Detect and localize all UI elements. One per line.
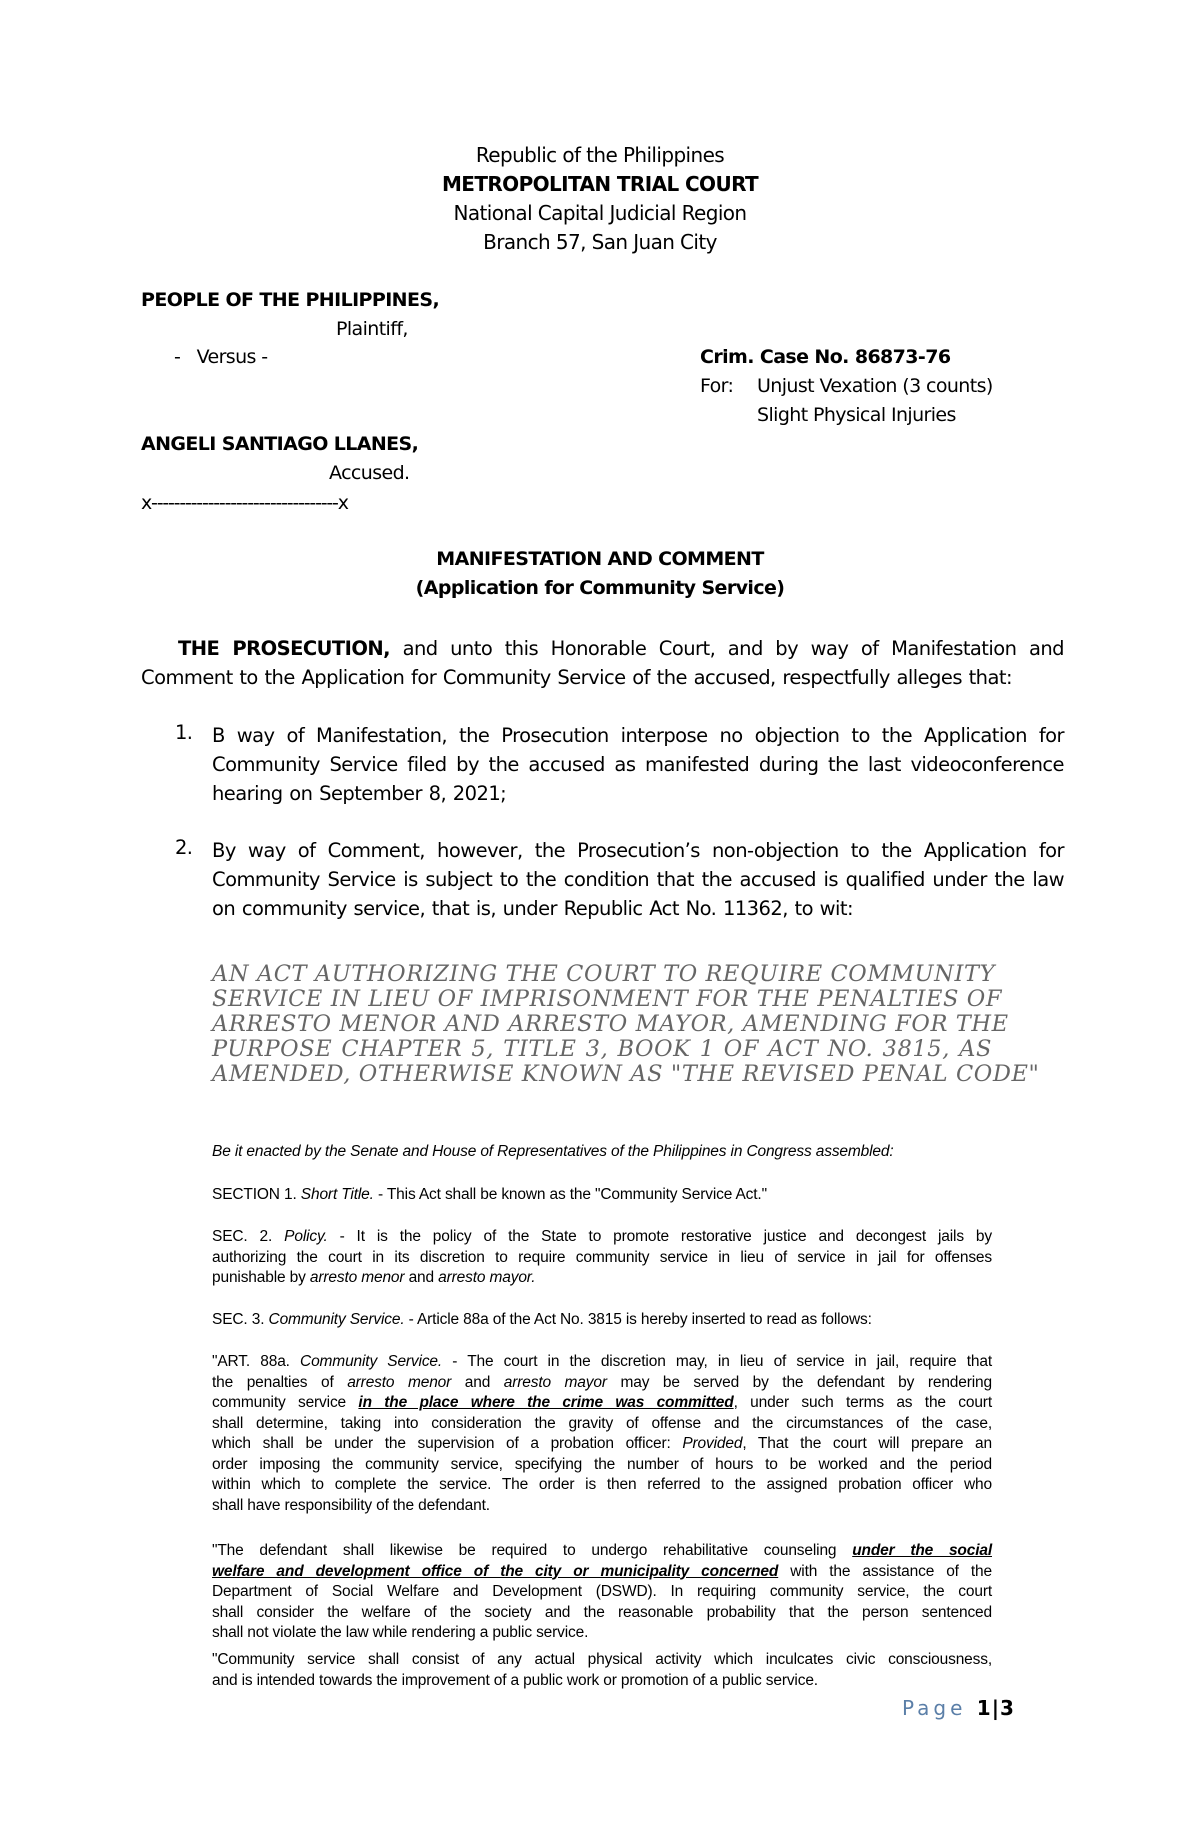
- region-line: National Capital Judicial Region: [453, 201, 747, 225]
- item-2-number: 2.: [175, 836, 193, 859]
- plaintiff-role: Plaintiff,: [336, 318, 408, 340]
- intro-paragraph: [141, 634, 1064, 692]
- for-label: For:: [700, 375, 734, 397]
- emphasis-social-welfare-cont: welfare and development office of the city or municipality concerned: [212, 1562, 779, 1580]
- page-word: Page: [902, 1696, 967, 1720]
- document-subtitle: (Application for Community Service): [415, 577, 785, 599]
- section-2-heading: Policy.: [284, 1228, 328, 1245]
- section-3: SEC. 3. Community Service. - Article 88a of the Act No. 3815 is hereby inserted to read as follows:: [212, 1311, 872, 1328]
- act-title-line: PURPOSE CHAPTER 5, TITLE 3, BOOK 1 OF ACT NO. 3815, AS: [212, 1036, 992, 1062]
- act-title-line: SERVICE IN LIEU OF IMPRISONMENT FOR THE PENALTIES OF: [212, 986, 1003, 1012]
- section-2: SEC. 2. Policy. - It is the policy of the State to promote restorative justice and decongest jails by authorizing the court in its discretion to require community service in lieu of service in jail for offenses punishable by arresto menor and arresto mayor.: [212, 1228, 992, 1286]
- item-1-paragraph: [212, 721, 1064, 808]
- act-title-line: ARRESTO MENOR AND ARRESTO MAYOR, AMENDING FOR THE: [212, 1011, 1009, 1037]
- accused-role: Accused.: [329, 462, 410, 484]
- section-1: SECTION 1. Short Title. - This Act shall be known as the "Community Service Act.": [212, 1186, 767, 1203]
- intro-line-1: [141, 634, 1064, 663]
- plaintiff-name: PEOPLE OF THE PHILIPPINES,: [141, 289, 440, 311]
- intro-line-1-rest: and unto this Honorable Court, and by way of Manifestation and: [402, 637, 1065, 660]
- community-service-definition: "Community service shall consist of any actual physical activity which inculcates civic consciousness, and is intended towards the improvement of a public work or promotion of a public service.: [212, 1651, 992, 1689]
- item-1-line: hearing on September 8, 2021;: [212, 782, 507, 805]
- accused-name: ANGELI SANTIAGO LLANES,: [141, 433, 419, 455]
- item-2-line: By way of Comment, however, the Prosecution’s non-objection to the Application for: [212, 839, 1064, 862]
- act-title-line: AMENDED, OTHERWISE KNOWN AS "THE REVISED PENAL CODE": [212, 1061, 1040, 1087]
- page-separator: |: [991, 1696, 1001, 1720]
- court-name: METROPOLITAN TRIAL COURT: [441, 172, 759, 196]
- item-2-line: on community service, that is, under Republic Act No. 11362, to wit:: [212, 897, 854, 920]
- total-pages: 3: [1000, 1696, 1015, 1720]
- emphasis-social-welfare: under the social: [852, 1542, 992, 1559]
- republic-line: Republic of the Philippines: [475, 143, 725, 167]
- item-1-line: Community Service filed by the accused as manifested during the last videoconference: [212, 753, 1064, 776]
- article-88a: "ART. 88a. Community Service. - The court in the discretion may, in lieu of service in jail, require that the penalties of arresto menor and arresto mayor may be served by the defendant by rendering community service in the place where the crime was committed, under such terms as the court shall determine, taking into consideration the gravity of offense and the circumstances of the case, which shall be under the supervision of a probation officer: Provided, That the court will prepare an order imposing the community service, specifying the number of hours to be worked and the period within which to complete the service. The order is then referred to the assigned probation officer who shall have responsibility of the defendant.: [212, 1353, 993, 1514]
- item-2-paragraph: [212, 836, 1064, 923]
- act-title-line: AN ACT AUTHORIZING THE COURT TO REQUIRE COMMUNITY: [212, 961, 996, 987]
- charge-unjust-vexation: Unjust Vexation (3 counts): [757, 375, 993, 397]
- item-2-line: Community Service is subject to the condition that the accused is qualified under the law: [212, 868, 1064, 891]
- intro-line-2: Comment to the Application for Community Service of the accused, respectfully alleges that:: [141, 666, 1012, 689]
- emphasis-place-of-crime: in the place where the crime was committed: [358, 1394, 734, 1411]
- item-1-line: B way of Manifestation, the Prosecution interpose no objection to the Application for: [212, 724, 1064, 747]
- case-number: Crim. Case No. 86873-76: [700, 346, 951, 368]
- section-3-heading: Community Service.: [268, 1311, 405, 1328]
- caption-separator: x---------------------------------x: [141, 492, 348, 514]
- item-1-number: 1.: [175, 721, 193, 744]
- counseling-paragraph: "The defendant shall likewise be required to undergo rehabilitative counseling under the social welfare and development office of the city or municipality concerned with the assistance of the Department of Social Welfare and Development (DSWD). In requiring community service, the court shall consider the welfare of the society and the reasonable probability that the person sentenced shall not violate the law while rendering a public service.: [212, 1542, 992, 1641]
- versus-label: - Versus -: [174, 346, 268, 368]
- act-title: [212, 961, 1040, 1087]
- article-88a-heading: Community Service.: [300, 1353, 443, 1370]
- page-number: [902, 1696, 1015, 1720]
- charge-slight-physical-injuries: Slight Physical Injuries: [757, 404, 956, 426]
- document-title: MANIFESTATION AND COMMENT: [436, 548, 764, 570]
- intro-lead: THE PROSECUTION,: [178, 637, 391, 660]
- enacting-clause: Be it enacted by the Senate and House of Representatives of the Philippines in Congress assembled:: [212, 1143, 894, 1160]
- section-1-heading: Short Title.: [300, 1186, 374, 1203]
- branch-line: Branch 57, San Juan City: [483, 230, 717, 254]
- current-page: 1: [976, 1696, 992, 1720]
